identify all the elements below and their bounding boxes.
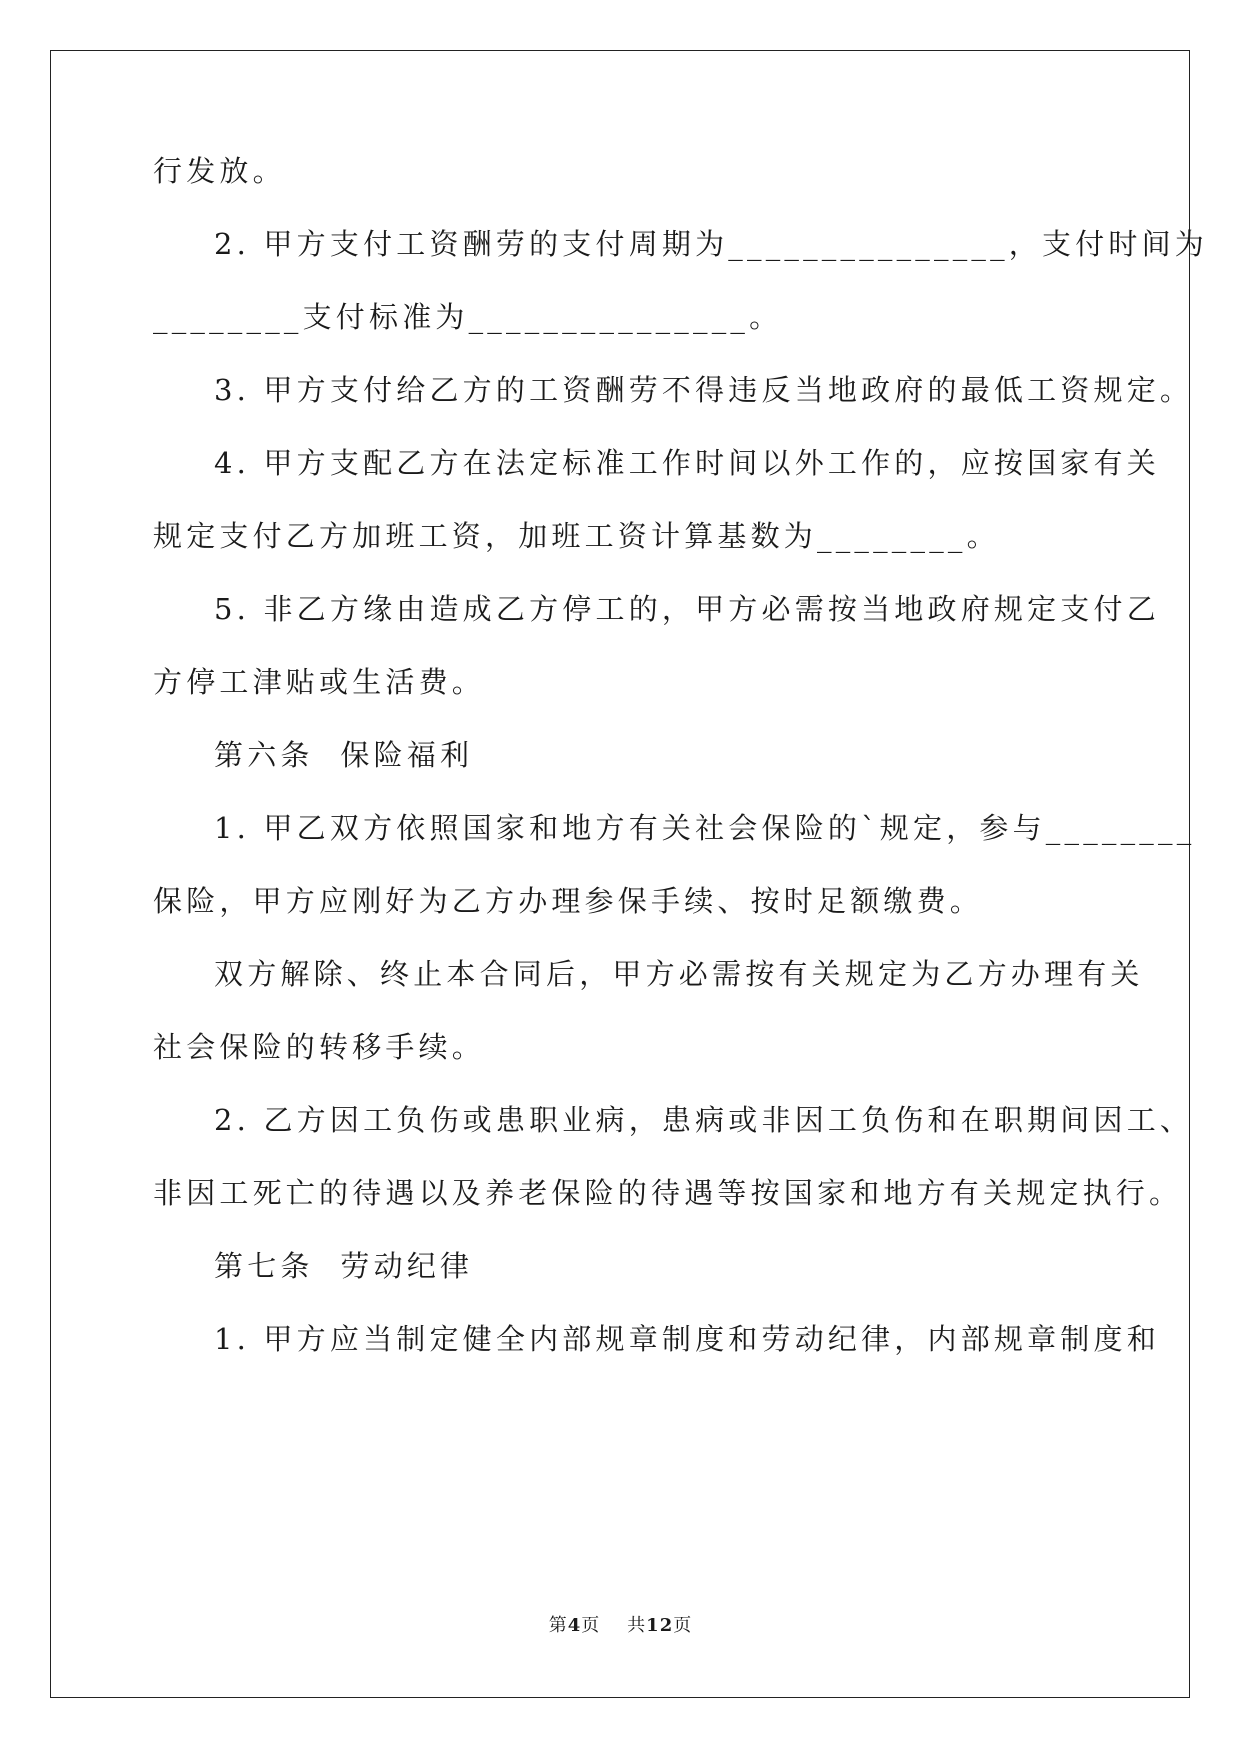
- text-line: 1. 甲乙双方依照国家和地方有关社会保险的`规定，参与________: [214, 811, 1196, 845]
- text-line: 4. 甲方支配乙方在法定标准工作时间以外工作的，应按国家有关: [214, 446, 1160, 480]
- section-heading: 第六条 保险福利: [214, 738, 474, 772]
- text-line: 1. 甲方应当制定健全内部规章制度和劳动纪律，内部规章制度和: [214, 1322, 1160, 1356]
- text-line: 5. 非乙方缘由造成乙方停工的，甲方必需按当地政府规定支付乙: [214, 592, 1160, 626]
- text-line: ________支付标准为_______________。: [153, 300, 783, 334]
- footer-total-pages: 12: [646, 1615, 674, 1636]
- text-line: 双方解除、终止本合同后，甲方必需按有关规定为乙方办理有关: [214, 957, 1144, 991]
- footer-suffix: 页: [673, 1615, 693, 1636]
- text-line: 行发放。: [153, 154, 286, 188]
- text-line: 2. 甲方支付工资酬劳的支付周期为_______________，支付时间为: [214, 227, 1208, 261]
- footer-middle: 页 共: [581, 1615, 647, 1636]
- section-heading: 第七条 劳动纪律: [214, 1249, 474, 1283]
- text-line: 规定支付乙方加班工资，加班工资计算基数为________。: [153, 519, 1000, 553]
- page-footer: [0, 1611, 1241, 1637]
- text-line: 3. 甲方支付给乙方的工资酬劳不得违反当地政府的最低工资规定。: [214, 373, 1194, 407]
- text-line: 保险，甲方应刚好为乙方办理参保手续、按时足额缴费。: [153, 884, 984, 918]
- text-line: 社会保险的转移手续。: [153, 1030, 486, 1064]
- text-line: 2. 乙方因工负伤或患职业病，患病或非因工负伤和在职期间因工、: [214, 1103, 1194, 1137]
- footer-prefix: 第: [548, 1615, 568, 1636]
- footer-current-page: 4: [567, 1615, 582, 1636]
- page-border: [50, 50, 1190, 1698]
- text-line: 非因工死亡的待遇以及养老保险的待遇等按国家和地方有关规定执行。: [153, 1176, 1183, 1210]
- text-line: 方停工津贴或生活费。: [153, 665, 486, 699]
